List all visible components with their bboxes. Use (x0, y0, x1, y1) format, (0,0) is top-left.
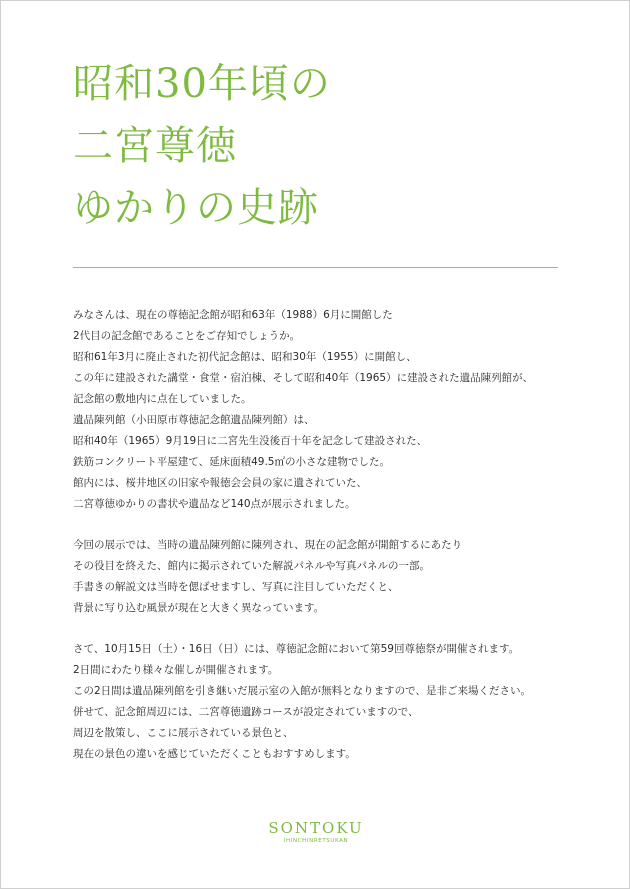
logo-sub-text: IHINCHINRETSUKAN (283, 838, 349, 844)
text-line: 手書きの解説文は当時を偲ばせますし、写真に注目していただくと、 (73, 581, 399, 593)
text-line: みなさんは、現在の尊徳記念館が昭和63年（1988）6月に開館した (73, 309, 393, 321)
text-line: 昭和61年3月に廃止された初代記念館は、昭和30年（1955）に開館し、 (73, 351, 417, 363)
title-line-3: ゆかりの史跡 (73, 185, 319, 231)
paragraph-exhibition (73, 535, 573, 619)
text-line: その役目を終えた、館内に掲示されていた解説パネルや写真パネルの一部。 (73, 560, 430, 572)
text-line: 二宮尊徳ゆかりの書状や遺品など140点が展示されました。 (73, 498, 356, 510)
paragraph-festival (73, 639, 573, 765)
text-line: 鉄筋コンクリート平屋建て、延床面積49.5㎡の小さな建物でした。 (73, 456, 390, 468)
text-line: 今回の展示では、当時の遺品陳列館に陳列され、現在の記念館が開館するにあたり (73, 539, 463, 551)
text-line: この年に建設された講堂・食堂・宿泊棟、そして昭和40年（1965）に建設された遺品陳列館が、 (73, 372, 534, 384)
text-line: 昭和40年（1965）9月19日に二宮先生没後百十年を記念して建設された、 (73, 435, 428, 447)
text-line: 併せて、記念館周辺には、二宮尊徳遺跡コースが設定されていますので、 (73, 706, 419, 718)
poster-title (73, 53, 331, 239)
title-divider (73, 267, 558, 268)
text-line: 記念館の敷地内に点在していました。 (73, 393, 252, 405)
text-line: 2日間にわたり様々な催しが開催されます。 (73, 664, 279, 676)
sontoku-logo (1, 819, 630, 846)
body-text (73, 305, 573, 785)
title-line-1: 昭和30年頃の (73, 61, 331, 107)
paragraph-intro (73, 305, 573, 515)
title-line-2: 二宮尊徳 (73, 123, 237, 169)
text-line: 現在の景色の違いを感じていただくこともおすすめします。 (73, 748, 356, 760)
text-line: 館内には、桜井地区の旧家や報徳会会員の家に遺されていた、 (73, 477, 367, 489)
text-line: 2代目の記念館であることをご存知でしょうか。 (73, 330, 301, 342)
text-line: 遺品陳列館（小田原市尊徳記念館遺品陳列館）は、 (73, 414, 315, 426)
logo-main-text: SONTOKU (268, 819, 364, 837)
text-line: 背景に写り込む風景が現在と大きく異なっています。 (73, 602, 325, 614)
text-line: 周辺を散策し、ここに展示されている景色と、 (73, 727, 294, 739)
text-line: さて、10月15日（土）・16日（日）には、尊徳記念館において第59回尊徳祭が開催されます。 (73, 643, 520, 655)
text-line: この2日間は遺品陳列館を引き継いだ展示室の入館が無料となりますので、是非ご来場ください。 (73, 685, 531, 697)
